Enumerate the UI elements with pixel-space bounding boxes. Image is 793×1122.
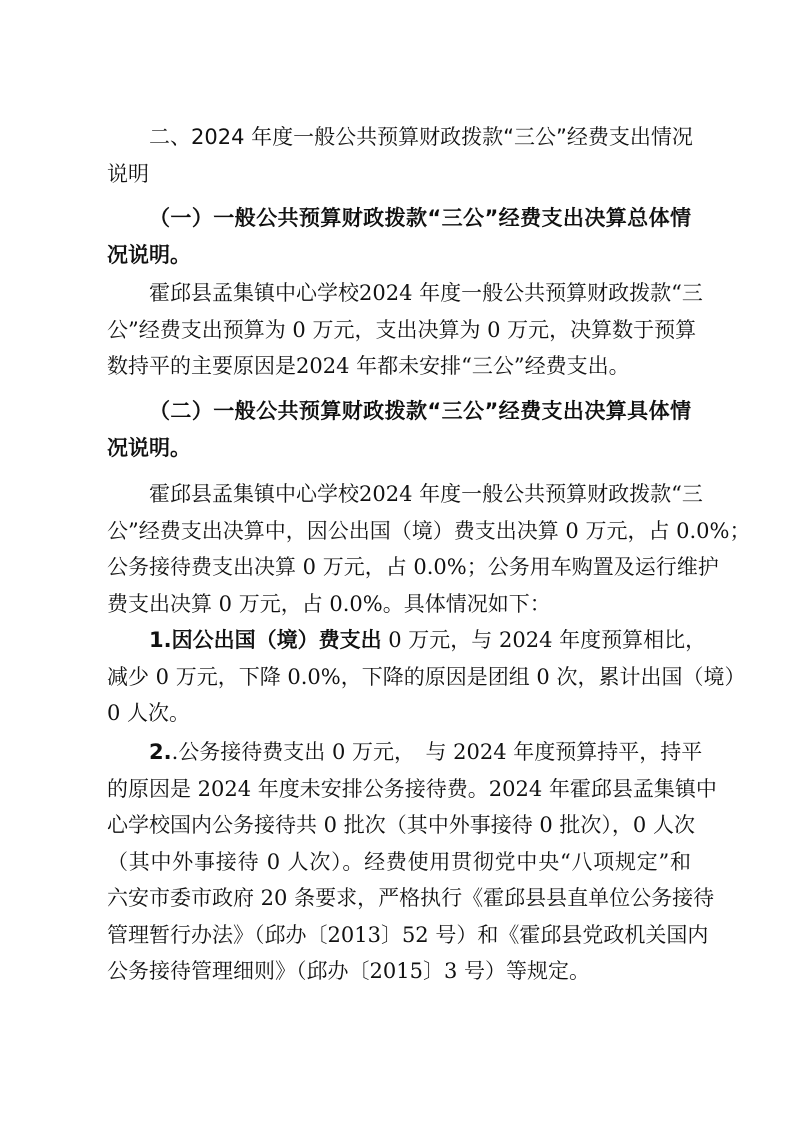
text-line: 减少 0 万元，下降 0.0%，下降的原因是团组 0 次，累计出国（境）	[107, 664, 746, 689]
item-lead: 2.	[149, 740, 172, 764]
paragraph-specific	[107, 476, 751, 622]
text-line: 费支出决算 0 万元，占 0.0%。具体情况如下：	[107, 591, 551, 616]
section-title-line: 二、2024 年度一般公共预算财政拨款“三公”经费支出情况	[149, 125, 693, 149]
item-overseas-travel	[107, 622, 746, 732]
text-line: 心学校国内公务接待共 0 批次（其中外事接待 0 批次），0 人次	[107, 813, 695, 837]
heading-line: 况说明。	[107, 435, 191, 460]
heading-overall	[107, 200, 691, 273]
item-reception	[107, 734, 717, 990]
text-line: 公”经费支出决算中，因公出国（境）费支出决算 0 万元，占 0.0%；	[107, 518, 751, 543]
text-line: 管理暂行办法》（邱办〔2013〕52 号）和《霍邱县党政机关国内	[107, 922, 709, 947]
text-line	[107, 734, 703, 771]
item-lead: 1.因公出国（境）费支出	[149, 628, 382, 652]
heading-line: （二）一般公共预算财政拨款“三公”经费支出决算具体情	[149, 399, 691, 423]
text-line: 0 人次。	[107, 701, 191, 725]
text-line: 霍邱县孟集镇中心学校2024 年度一般公共预算财政拨款“三	[149, 482, 703, 506]
heading-line: （一）一般公共预算财政拨款“三公”经费支出决算总体情	[149, 206, 691, 230]
text-line: 数持平的主要原因是2024 年都未安排“三公”经费支出。	[107, 354, 630, 378]
heading-specific	[107, 393, 691, 466]
item-text: .公务接待费支出 0 万元， 与 2024 年度预算持平，持平	[171, 740, 703, 764]
text-line: 的原因是 2024 年度未安排公务接待费。2024 年霍邱县孟集镇中	[107, 776, 717, 801]
text-line: 公务接待管理细则》（邱办〔2015〕3 号）等规定。	[107, 959, 590, 983]
text-line: （其中外事接待 0 人次）。经费使用贯彻党中央“八项规定”和	[107, 849, 691, 874]
text-line: 霍邱县孟集镇中心学校2024 年度一般公共预算财政拨款“三	[149, 281, 703, 305]
heading-line: 况说明。	[107, 242, 191, 267]
text-line: 公务接待费支出决算 0 万元，占 0.0%；公务用车购置及运行维护	[107, 555, 719, 579]
paragraph-overall	[107, 275, 703, 385]
section-title-line: 说明	[107, 161, 149, 186]
text-line: 公”经费支出预算为 0 万元，支出决算为 0 万元，决算数于预算	[107, 317, 697, 342]
text-line: 六安市委市政府 20 条要求，严格执行《霍邱县县直单位公务接待	[107, 886, 715, 910]
section-title	[107, 119, 691, 192]
item-text: 0 万元，与 2024 年度预算相比，	[381, 628, 707, 652]
text-line	[107, 622, 707, 659]
